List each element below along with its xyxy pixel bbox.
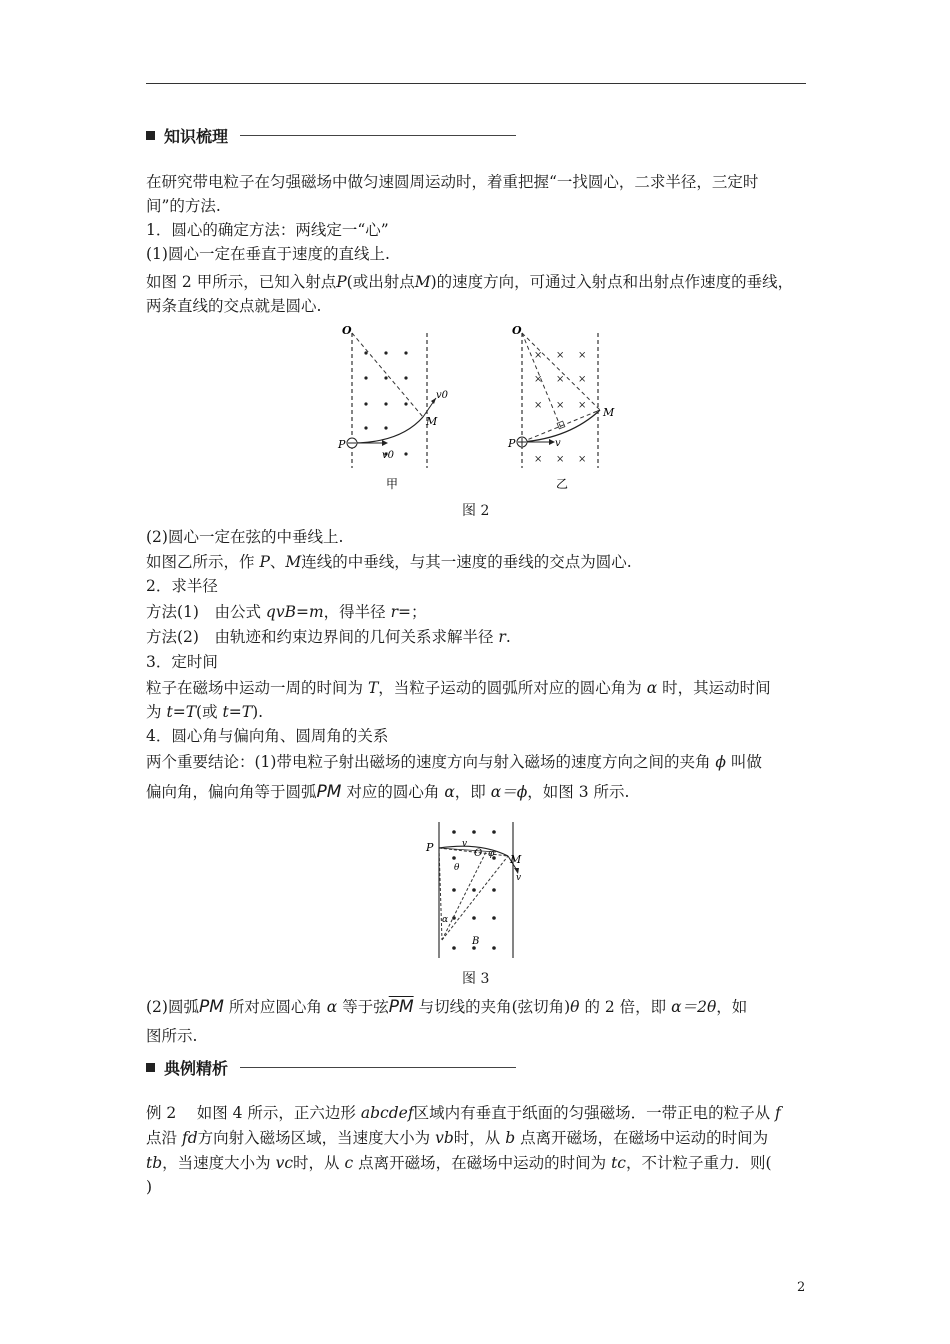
point5-line-1: (2)圆弧PM 所对应圆心角 α 等于弦$\overline{PM}$ 与切线的夹角(弦切角)θ 的 2 倍，即 α＝2θ，如 [146, 997, 748, 1017]
point1-desc-line-1: 如图 2 甲所示，已知入射点P(或出射点M)的速度方向，可通过入射点和出射点作速度的垂线， [146, 273, 794, 291]
example2-line-3: tb，当速度大小为 vc时，从 c 点离开磁场，在磁场中运动的时间为 tc，不计粒子重力．则( [146, 1154, 772, 1172]
svg-text:P: P [338, 438, 346, 451]
svg-text:O: O [474, 848, 483, 859]
svg-text:×: × [534, 400, 543, 411]
point3-heading: 3．定时间 [146, 653, 218, 671]
svg-text:×: × [556, 350, 565, 361]
point2-method1: 方法(1) 由公式 qvB=m，得半径 r=； [146, 603, 427, 621]
svg-text:M: M [603, 406, 615, 419]
svg-text:v: v [555, 438, 561, 449]
svg-text:v0: v0 [382, 450, 395, 461]
figure-2-left [337, 324, 449, 491]
square-bullet-icon [146, 1063, 155, 1072]
svg-text:θ: θ [454, 863, 460, 873]
point3-line-1: 粒子在磁场中运动一周的时间为 T，当粒子运动的圆弧所对应的圆心角为 α 时，其运动时间 [146, 679, 771, 697]
figure-2-caption: 图 2 [462, 503, 490, 519]
svg-text:×: × [578, 400, 587, 411]
svg-text:v: v [462, 839, 468, 849]
svg-text:M: M [426, 415, 438, 428]
svg-text:×: × [534, 454, 543, 465]
point2-heading: 2．求半径 [146, 577, 218, 595]
svg-text:乙: 乙 [556, 477, 569, 491]
example2-line-1: 例 2 如图 4 所示，正六边形 abcdef区域内有垂直于纸面的匀强磁场．一带正电的粒子从 f [146, 1104, 781, 1122]
section-heading-knowledge [146, 124, 516, 147]
header-rule [146, 83, 806, 84]
svg-text:O: O [342, 324, 352, 337]
svg-text:B: B [472, 936, 480, 947]
figure-3-caption: 图 3 [462, 971, 490, 987]
svg-text:×: × [556, 374, 565, 385]
intro-line-2: 间”的方法. [146, 197, 221, 215]
point1-heading: 1．圆心的确定方法：两线定一“心” [146, 221, 389, 239]
svg-text:P: P [508, 437, 516, 450]
figure-2 [330, 318, 630, 493]
page-number: 2 [797, 1280, 806, 1295]
intro-line-1: 在研究带电粒子在匀强磁场中做匀速圆周运动时，着重把握“一找圆心，二求半径，三定时 [146, 173, 759, 191]
square-bullet-icon [146, 131, 155, 140]
section-title: 典例精析 [164, 1059, 229, 1078]
svg-text:P: P [426, 841, 434, 854]
svg-text:×: × [556, 454, 565, 465]
figure-2-right [507, 324, 615, 491]
point5-line-2: 图所示. [146, 1027, 198, 1045]
point1-sub1: (1)圆心一定在垂直于速度的直线上. [146, 245, 390, 263]
svg-text:×: × [578, 454, 587, 465]
figure-3 [420, 818, 540, 960]
svg-text:×: × [534, 374, 543, 385]
point1-sub2: (2)圆心一定在弦的中垂线上. [146, 528, 344, 546]
example2-line-4: ) [146, 1178, 153, 1196]
point1-sub2-desc: 如图乙所示，作 P、M连线的中垂线，与其一速度的垂线的交点为圆心. [146, 553, 632, 571]
svg-text:φ: φ [488, 849, 495, 859]
section-rule [240, 135, 516, 136]
svg-text:×: × [556, 400, 565, 411]
svg-text:×: × [578, 374, 587, 385]
svg-text:×: × [534, 350, 543, 361]
point3-line-2: 为 t=T(或 t=T). [146, 703, 264, 721]
point4-line-2: 偏向角，偏向角等于圆弧PM 对应的圆心角 α，即 α＝ϕ，如图 3 所示. [146, 782, 630, 802]
point4-line-1: 两个重要结论：(1)带电粒子射出磁场的速度方向与射入磁场的速度方向之间的夹角 ϕ 叫做 [146, 753, 762, 771]
svg-text:M: M [510, 853, 522, 866]
section-title: 知识梳理 [164, 127, 229, 146]
section-rule [240, 1067, 516, 1068]
section-heading-examples [146, 1056, 516, 1079]
svg-text:×: × [578, 350, 587, 361]
svg-text:v: v [516, 873, 522, 883]
svg-text:α: α [442, 915, 449, 925]
example2-line-2: 点沿 fd方向射入磁场区域，当速度大小为 vb时，从 b 点离开磁场，在磁场中运动的时间为 [146, 1129, 769, 1147]
svg-text:O: O [512, 324, 522, 337]
svg-text:甲: 甲 [386, 477, 399, 491]
point1-desc-line-2: 两条直线的交点就是圆心. [146, 297, 322, 315]
svg-text:v0: v0 [436, 390, 449, 401]
point4-heading: 4．圆心角与偏向角、圆周角的关系 [146, 727, 389, 745]
point2-method2: 方法(2) 由轨迹和约束边界间的几何关系求解半径 r. [146, 628, 511, 646]
